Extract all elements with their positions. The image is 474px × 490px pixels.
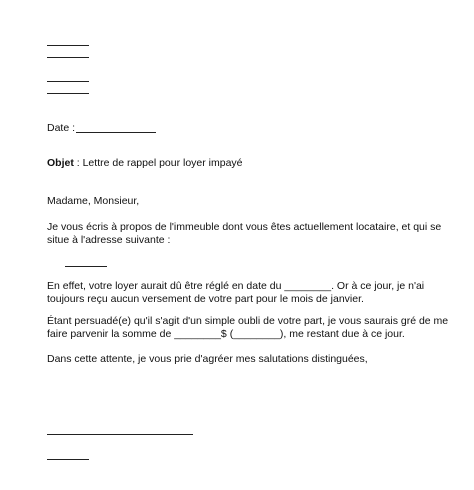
signer-name-blank [47, 459, 89, 460]
closing-line: Dans cette attente, je vous prie d'agréer mes salutations distinguées, [47, 353, 368, 365]
signature-blank [47, 434, 193, 435]
date-blank [76, 132, 156, 133]
property-address-blank [65, 266, 107, 267]
recipient-address-blank [47, 93, 89, 94]
paragraph-2-line-1: En effet, votre loyer aurait dû être réglé en date du ________. Or à ce jour, je n'ai [47, 280, 425, 292]
paragraph-2-line-2: toujours reçu aucun versement de votre part pour le mois de janvier. [47, 293, 364, 305]
paragraph-1-line-2: situe à l'adresse suivante : [47, 234, 171, 246]
sender-name-blank [47, 45, 89, 46]
date-label: Date : [47, 122, 76, 134]
subject-line [47, 157, 243, 170]
paragraph-1-line-1: Je vous écris à propos de l'immeuble dont vous êtes actuellement locataire, et qui se [47, 221, 442, 233]
subject-label: Objet [47, 157, 74, 169]
paragraph-3-line-1: Étant persuadé(e) qu'il s'agit d'un simple oubli de votre part, je vous saurais gré de me [47, 315, 449, 327]
subject-text: : Lettre de rappel pour loyer impayé [73, 157, 243, 169]
recipient-name-blank [47, 81, 89, 82]
sender-address-blank [47, 57, 89, 58]
paragraph-3-line-2: faire parvenir la somme de ________$ (________), me restant due à ce jour. [47, 328, 405, 340]
salutation: Madame, Monsieur, [47, 195, 140, 207]
